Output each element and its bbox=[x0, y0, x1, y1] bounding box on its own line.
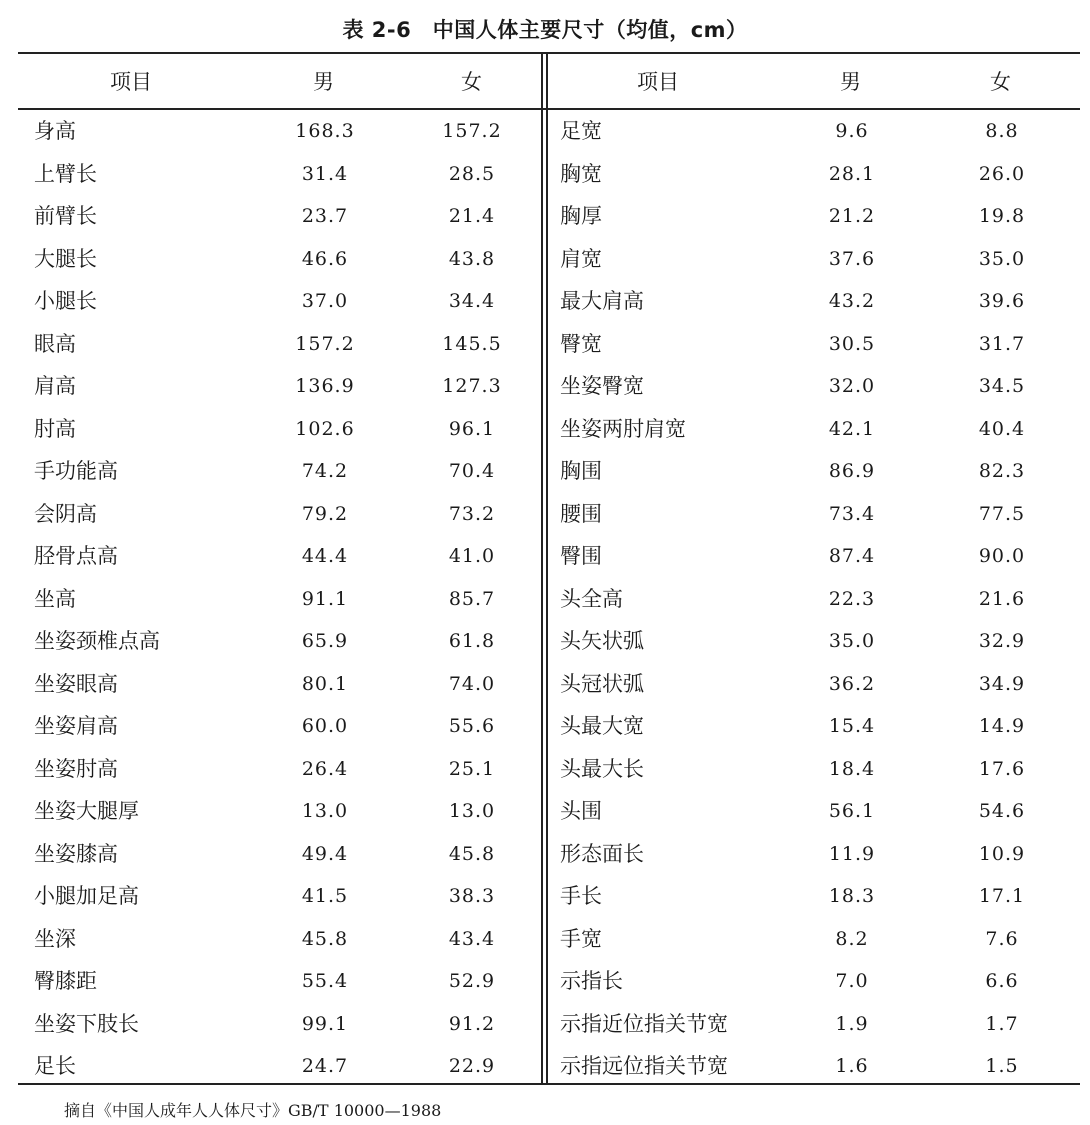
right-item-name: 形态面长 bbox=[560, 841, 644, 866]
right-male-value: 1.9 bbox=[835, 1012, 869, 1035]
left-item-name: 足长 bbox=[34, 1054, 76, 1078]
right-item-name: 头矢状弧 bbox=[560, 629, 644, 653]
header-item-right: 项目 bbox=[637, 70, 679, 94]
left-male-value: 80.1 bbox=[301, 672, 349, 695]
table-row bbox=[0, 960, 1090, 1003]
left-female-value: 55.6 bbox=[448, 715, 496, 737]
table-row bbox=[0, 195, 1090, 238]
table-row bbox=[0, 790, 1090, 833]
left-item-name: 坐姿肩高 bbox=[34, 714, 118, 738]
right-male-value: 87.4 bbox=[828, 545, 876, 567]
right-item-name: 坐姿臀宽 bbox=[560, 374, 644, 398]
left-female-value: 43.8 bbox=[448, 247, 496, 270]
right-female-value: 26.0 bbox=[978, 162, 1026, 185]
header-male-left: 男 bbox=[313, 70, 334, 94]
right-item-name: 最大肩高 bbox=[560, 289, 644, 313]
right-female-value: 39.6 bbox=[978, 290, 1026, 312]
right-male-value: 42.1 bbox=[828, 417, 876, 440]
table-row bbox=[0, 1003, 1090, 1046]
left-male-value: 136.9 bbox=[295, 375, 355, 397]
left-female-value: 157.2 bbox=[442, 120, 502, 142]
left-male-value: 60.0 bbox=[301, 715, 349, 737]
left-item-name: 胫骨点高 bbox=[34, 544, 118, 568]
table-row bbox=[0, 1045, 1090, 1088]
right-male-value: 7.0 bbox=[835, 970, 869, 992]
left-female-value: 22.9 bbox=[448, 1055, 496, 1077]
right-female-value: 54.6 bbox=[978, 800, 1026, 822]
left-item-name: 坐姿膝高 bbox=[34, 841, 118, 866]
table-row bbox=[0, 705, 1090, 748]
left-male-value: 26.4 bbox=[301, 757, 349, 780]
right-item-name: 头全高 bbox=[560, 586, 623, 611]
right-male-value: 43.2 bbox=[828, 290, 876, 312]
right-female-value: 7.6 bbox=[985, 927, 1019, 950]
right-female-value: 17.1 bbox=[978, 885, 1026, 907]
right-item-name: 头围 bbox=[560, 799, 602, 823]
header-female-right: 女 bbox=[990, 70, 1011, 94]
right-female-value: 40.4 bbox=[978, 417, 1026, 440]
left-male-value: 45.8 bbox=[301, 927, 349, 950]
right-item-name: 肩宽 bbox=[560, 246, 602, 271]
table-row bbox=[0, 493, 1090, 536]
right-female-value: 14.9 bbox=[978, 715, 1026, 737]
table-row bbox=[0, 875, 1090, 918]
left-female-value: 38.3 bbox=[448, 885, 496, 907]
left-item-name: 眼高 bbox=[34, 331, 76, 356]
left-item-name: 臀膝距 bbox=[34, 969, 97, 993]
left-item-name: 小腿长 bbox=[34, 289, 97, 313]
left-male-value: 41.5 bbox=[301, 885, 349, 907]
right-male-value: 8.2 bbox=[835, 927, 869, 950]
right-male-value: 11.9 bbox=[828, 842, 876, 865]
header-male-right: 男 bbox=[840, 70, 861, 94]
right-male-value: 35.0 bbox=[828, 630, 876, 652]
left-male-value: 168.3 bbox=[295, 120, 355, 142]
left-item-name: 坐姿下肢长 bbox=[34, 1011, 139, 1036]
right-item-name: 胸围 bbox=[560, 459, 602, 483]
left-male-value: 46.6 bbox=[301, 247, 349, 270]
left-female-value: 127.3 bbox=[442, 375, 502, 397]
left-male-value: 79.2 bbox=[301, 502, 349, 525]
right-female-value: 77.5 bbox=[978, 502, 1026, 525]
left-male-value: 74.2 bbox=[301, 460, 349, 482]
left-female-value: 25.1 bbox=[448, 757, 496, 780]
right-male-value: 36.2 bbox=[828, 672, 876, 695]
right-female-value: 32.9 bbox=[978, 630, 1026, 652]
left-item-name: 肘高 bbox=[34, 416, 76, 441]
right-item-name: 足宽 bbox=[560, 119, 602, 143]
right-male-value: 56.1 bbox=[828, 800, 876, 822]
left-item-name: 小腿加足高 bbox=[34, 884, 139, 908]
left-male-value: 157.2 bbox=[295, 332, 355, 355]
left-male-value: 24.7 bbox=[301, 1055, 349, 1077]
left-female-value: 61.8 bbox=[448, 630, 496, 652]
right-item-name: 坐姿两肘肩宽 bbox=[560, 416, 686, 441]
top-rule bbox=[18, 52, 1080, 54]
left-item-name: 坐姿眼高 bbox=[34, 671, 118, 696]
left-item-name: 坐姿大腿厚 bbox=[34, 799, 139, 823]
right-female-value: 6.6 bbox=[985, 970, 1019, 992]
table-row bbox=[0, 620, 1090, 663]
table-row bbox=[0, 578, 1090, 621]
right-item-name: 胸厚 bbox=[560, 204, 602, 228]
left-item-name: 前臂长 bbox=[34, 204, 97, 228]
left-female-value: 70.4 bbox=[448, 460, 496, 482]
right-male-value: 21.2 bbox=[828, 205, 876, 227]
right-male-value: 18.4 bbox=[828, 757, 876, 780]
right-male-value: 73.4 bbox=[828, 502, 876, 525]
table-row bbox=[0, 663, 1090, 706]
left-male-value: 37.0 bbox=[301, 290, 349, 312]
left-female-value: 145.5 bbox=[442, 332, 502, 355]
left-item-name: 坐深 bbox=[34, 926, 76, 951]
right-item-name: 腰围 bbox=[560, 501, 602, 526]
table-row bbox=[0, 110, 1090, 153]
table-row bbox=[0, 918, 1090, 961]
left-item-name: 肩高 bbox=[34, 374, 76, 398]
right-male-value: 28.1 bbox=[828, 162, 876, 185]
left-male-value: 91.1 bbox=[301, 587, 349, 610]
left-male-value: 99.1 bbox=[301, 1012, 349, 1035]
right-female-value: 19.8 bbox=[978, 205, 1026, 227]
left-female-value: 13.0 bbox=[448, 800, 496, 822]
left-male-value: 31.4 bbox=[301, 162, 349, 185]
right-female-value: 82.3 bbox=[978, 460, 1026, 482]
right-item-name: 头最大宽 bbox=[560, 714, 644, 738]
right-item-name: 胸宽 bbox=[560, 161, 602, 186]
left-item-name: 会阴高 bbox=[34, 501, 97, 526]
right-male-value: 18.3 bbox=[828, 885, 876, 907]
left-item-name: 身高 bbox=[34, 119, 76, 143]
right-female-value: 34.5 bbox=[978, 375, 1026, 397]
left-female-value: 28.5 bbox=[448, 162, 496, 185]
left-item-name: 坐高 bbox=[34, 586, 76, 611]
left-female-value: 85.7 bbox=[448, 587, 496, 610]
left-female-value: 52.9 bbox=[448, 970, 496, 992]
left-female-value: 41.0 bbox=[448, 545, 496, 567]
left-female-value: 45.8 bbox=[448, 842, 496, 865]
left-male-value: 65.9 bbox=[301, 630, 349, 652]
left-item-name: 上臂长 bbox=[34, 161, 97, 186]
right-male-value: 1.6 bbox=[835, 1055, 869, 1077]
right-item-name: 头最大长 bbox=[560, 756, 644, 781]
right-male-value: 9.6 bbox=[835, 120, 869, 142]
right-female-value: 35.0 bbox=[978, 247, 1026, 270]
right-male-value: 30.5 bbox=[828, 332, 876, 355]
right-female-value: 90.0 bbox=[978, 545, 1026, 567]
right-item-name: 手宽 bbox=[560, 926, 602, 951]
left-female-value: 91.2 bbox=[448, 1012, 496, 1035]
right-item-name: 示指近位指关节宽 bbox=[560, 1011, 728, 1036]
left-male-value: 23.7 bbox=[301, 205, 349, 227]
right-female-value: 1.5 bbox=[985, 1055, 1019, 1077]
right-female-value: 10.9 bbox=[978, 842, 1026, 865]
right-female-value: 34.9 bbox=[978, 672, 1026, 695]
table-title: 表 2-6 中国人体主要尺寸（均值，cm） bbox=[342, 18, 748, 42]
left-item-name: 坐姿肘高 bbox=[34, 756, 118, 781]
left-female-value: 96.1 bbox=[448, 417, 496, 440]
left-male-value: 55.4 bbox=[301, 970, 349, 992]
right-item-name: 示指远位指关节宽 bbox=[560, 1054, 728, 1078]
table-row bbox=[0, 833, 1090, 876]
right-male-value: 86.9 bbox=[828, 460, 876, 482]
table-row bbox=[0, 238, 1090, 281]
right-male-value: 32.0 bbox=[828, 375, 876, 397]
left-item-name: 坐姿颈椎点高 bbox=[34, 629, 160, 653]
table-row bbox=[0, 323, 1090, 366]
left-male-value: 49.4 bbox=[301, 842, 349, 865]
right-male-value: 22.3 bbox=[828, 587, 876, 610]
right-item-name: 臀围 bbox=[560, 544, 602, 568]
table-row bbox=[0, 280, 1090, 323]
table-body bbox=[0, 110, 1090, 1088]
right-item-name: 示指长 bbox=[560, 969, 623, 993]
table-row bbox=[0, 535, 1090, 578]
left-item-name: 手功能高 bbox=[34, 459, 118, 483]
table-row bbox=[0, 450, 1090, 493]
right-male-value: 37.6 bbox=[828, 247, 876, 270]
left-male-value: 13.0 bbox=[301, 800, 349, 822]
left-item-name: 大腿长 bbox=[34, 246, 97, 271]
header-female-left: 女 bbox=[461, 70, 482, 94]
right-item-name: 头冠状弧 bbox=[560, 671, 644, 696]
right-female-value: 31.7 bbox=[978, 332, 1026, 355]
left-female-value: 34.4 bbox=[448, 290, 496, 312]
right-female-value: 1.7 bbox=[985, 1012, 1019, 1035]
left-male-value: 102.6 bbox=[295, 417, 355, 440]
header-item-left: 项目 bbox=[110, 70, 152, 94]
table-row bbox=[0, 365, 1090, 408]
left-female-value: 74.0 bbox=[448, 672, 496, 695]
right-item-name: 臀宽 bbox=[560, 331, 602, 356]
source-footnote: 摘自《中国人成年人人体尺寸》GB/T 10000—1988 bbox=[64, 1101, 442, 1120]
table-row bbox=[0, 748, 1090, 791]
right-female-value: 17.6 bbox=[978, 757, 1026, 780]
left-male-value: 44.4 bbox=[301, 545, 349, 567]
right-female-value: 21.6 bbox=[978, 587, 1026, 610]
table-row bbox=[0, 153, 1090, 196]
left-female-value: 21.4 bbox=[448, 205, 496, 227]
right-male-value: 15.4 bbox=[828, 715, 876, 737]
left-female-value: 43.4 bbox=[448, 927, 496, 950]
right-item-name: 手长 bbox=[560, 884, 602, 908]
right-female-value: 8.8 bbox=[985, 120, 1019, 142]
table-row bbox=[0, 408, 1090, 451]
left-female-value: 73.2 bbox=[448, 502, 496, 525]
